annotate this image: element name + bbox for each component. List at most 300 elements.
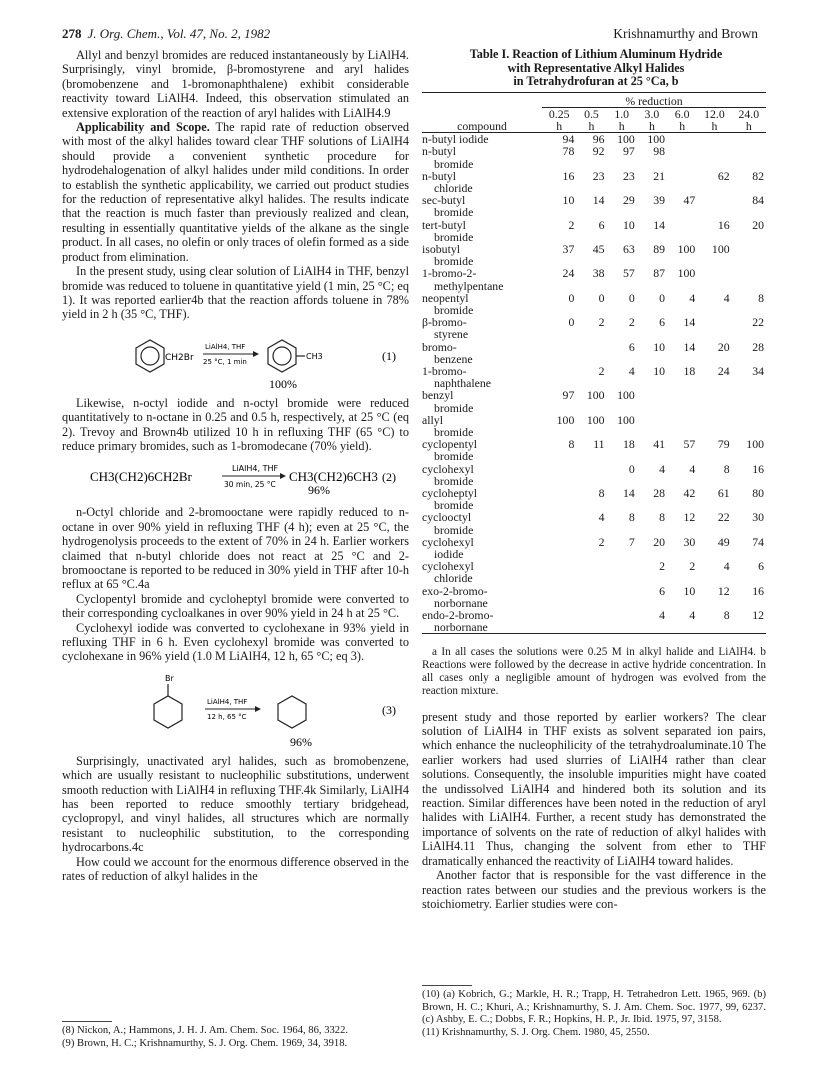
value-cell: 4: [628, 363, 635, 378]
value-cell: [667, 170, 697, 194]
table-row: [422, 292, 766, 316]
value-cell: 2: [689, 559, 696, 574]
left-footnotes: [62, 1021, 409, 1050]
value-cell: 97: [562, 388, 575, 403]
value-cell: 4: [689, 290, 696, 305]
compound-cell: [422, 341, 542, 365]
table-caption-line: in Tetrahydrofuran at 25 °Ca, b: [513, 74, 679, 88]
value-cell: [607, 609, 637, 634]
eq1-product: CH3: [306, 351, 323, 361]
value-cell: 42: [683, 486, 696, 500]
table-row: [422, 243, 766, 267]
value-cell: 2: [659, 559, 666, 574]
value-cell: 12: [683, 510, 696, 525]
value-cell: [542, 511, 576, 535]
left-column: [62, 48, 409, 883]
value-cell: 29: [623, 193, 635, 208]
compound-name: 1-bromo-: [422, 363, 467, 378]
value-cell: 16: [752, 583, 764, 598]
table-caption: [422, 48, 766, 89]
table-row: [422, 219, 766, 243]
eq2-yield: 96%: [308, 483, 330, 498]
value-cell: 100: [677, 266, 696, 281]
unit-header: h: [556, 118, 563, 133]
time-header: 0.25: [542, 107, 576, 120]
paragraph: Allyl and benzyl bromides are reduced instantaneously by LiAlH4. Surprisingly, vinyl bromide, β-bromostyrene and aryl halides (bromobenzene and 1-bromonaphthalene) exhibit considerable reactivity toward LiAlH4. Indeed, this observation stimulated an extensive exploration of the reaction of aryl halides with LiAlH4.9: [62, 48, 409, 120]
benzene-ring-icon: [268, 340, 305, 372]
value-cell: 100: [746, 437, 764, 452]
footnote: (10) (a) Kobrich, G.; Markle, H. R.; Trapp, H. Tetrahedron Lett. 1965, 969. (b) Brown, H. C.; Khuri, A.; Krishnamurthy, S. J. Am. Chem. Soc. 1977, 99, 6237. (c) Ashby, E. C.; Dobbs, F. R.; Hopkins, H. P., Jr. Ibid. 1975, 97, 3158.: [422, 989, 766, 1026]
value-cell: [607, 585, 637, 609]
unit-header: h: [711, 118, 718, 133]
value-cell: 100: [617, 412, 635, 427]
compound-name-cont: bromide: [434, 254, 474, 269]
value-cell: 6: [659, 315, 666, 330]
value-cell: 16: [717, 217, 730, 232]
eq1-substituent: CH2Br: [165, 352, 194, 363]
compound-cell: [422, 463, 542, 487]
value-cell: [542, 463, 576, 487]
value-cell: 94: [562, 132, 575, 147]
right-footnotes: [422, 985, 766, 1039]
table-row: [422, 585, 766, 609]
value-cell: [542, 585, 576, 609]
table-row: [422, 536, 766, 560]
compound-name-cont: bromide: [434, 449, 474, 464]
compound-name-cont: benzene: [434, 351, 473, 366]
compound-name: benzyl: [422, 388, 454, 403]
benzene-ring-icon: [136, 340, 164, 372]
value-cell: 20: [752, 217, 764, 232]
compound-header: compound: [457, 118, 507, 133]
value-cell: 24: [717, 363, 730, 378]
value-cell: 57: [683, 437, 696, 452]
value-cell: 100: [677, 241, 696, 256]
equation-2-scheme: [62, 459, 409, 499]
value-cell: [732, 414, 766, 438]
value-cell: [637, 389, 667, 413]
value-cell: 79: [717, 437, 730, 452]
value-cell: [576, 341, 606, 365]
value-cell: [667, 133, 697, 146]
time-header: 6.0: [667, 107, 697, 120]
value-cell: 38: [592, 266, 605, 281]
value-cell: 4: [723, 290, 730, 305]
value-cell: 6: [628, 339, 635, 354]
eq3-reagent-top: LiAlH4, THF: [207, 697, 248, 706]
compound-name-cont: norbornane: [434, 620, 488, 635]
table-unit-header-row: [422, 120, 766, 133]
eq2-reactant: CH3(CH2)6CH2Br: [90, 469, 192, 485]
value-cell: 62: [717, 168, 730, 183]
compound-cell: [422, 438, 542, 462]
value-cell: 14: [592, 193, 605, 208]
value-cell: 23: [623, 168, 635, 183]
value-cell: [732, 389, 766, 413]
value-cell: 0: [568, 290, 575, 305]
value-cell: 6: [758, 559, 764, 574]
compound-name-cont: norbornane: [434, 595, 488, 610]
compound-name-cont: bromide: [434, 522, 474, 537]
eq1-reagent-top: LiAlH4, THF: [205, 342, 246, 351]
value-cell: 0: [568, 315, 575, 330]
compound-name-cont: bromide: [434, 156, 474, 171]
value-cell: 2: [568, 217, 575, 232]
value-cell: 10: [562, 193, 575, 208]
value-cell: 100: [617, 388, 635, 403]
value-cell: 100: [556, 412, 575, 427]
value-cell: 100: [586, 412, 605, 427]
value-cell: 4: [598, 510, 605, 525]
value-cell: 78: [562, 144, 575, 159]
value-cell: 6: [598, 217, 605, 232]
value-cell: 2: [628, 315, 635, 330]
value-cell: 8: [628, 510, 635, 525]
value-cell: 4: [659, 608, 666, 623]
equation-2: [62, 459, 409, 499]
compound-name: endo-2-bromo-: [422, 608, 494, 623]
value-cell: 97: [623, 144, 635, 159]
compound-name: tert-butyl: [422, 217, 466, 232]
eq3-number: (3): [382, 702, 396, 717]
compound-name: exo-2-bromo-: [422, 583, 488, 598]
footnote: (9) Brown, H. C.; Krishnamurthy, S. J. Org. Chem. 1969, 34, 3918.: [62, 1037, 348, 1049]
compound-cell: [422, 194, 542, 218]
compound-name-cont: chloride: [434, 180, 473, 195]
value-cell: [697, 316, 731, 340]
value-cell: 49: [717, 534, 730, 549]
compound-name: cyclooctyl: [422, 510, 472, 525]
compound-name-cont: naphthalene: [434, 376, 491, 391]
compound-name: β-bromo-: [422, 315, 467, 330]
value-cell: 0: [628, 290, 635, 305]
equation-1: [62, 328, 409, 390]
compound-name: cyclohexyl: [422, 559, 474, 574]
value-cell: 87: [653, 266, 666, 281]
value-cell: [576, 560, 606, 584]
value-cell: 8: [568, 437, 575, 452]
value-cell: [697, 194, 731, 218]
compound-cell: [422, 585, 542, 609]
table-row: [422, 463, 766, 487]
eq2-number: (2): [382, 470, 396, 485]
value-cell: 14: [623, 486, 635, 500]
table-row: [422, 194, 766, 218]
compound-cell: [422, 292, 542, 316]
value-cell: 0: [628, 461, 635, 476]
paragraph: Cyclohexyl iodide was converted to cyclohexane in 93% yield in refluxing THF in 6 h. Even cyclohexyl bromide was converted to cyclohexane in 96% yield (1.0 M LiAlH4, 12 h, 65 °C; eq 3).: [62, 620, 409, 664]
value-cell: 12: [752, 608, 764, 623]
table-footnote: a In all cases the solutions were 0.25 M in alkyl halide and LiAlH4. b Reactions were followed by the decrease in active hydride concentration. In all cases only a negligible amount of hydrogen was evolved from the reaction mixture.: [422, 646, 766, 697]
value-cell: [542, 536, 576, 560]
time-header: 1.0: [607, 107, 637, 120]
value-cell: [732, 267, 766, 291]
table-caption-line: with Representative Alkyl Halides: [507, 60, 685, 75]
value-cell: 98: [653, 144, 666, 159]
table-group-header: % reduction: [625, 93, 683, 108]
value-cell: 22: [717, 510, 730, 525]
value-cell: [542, 609, 576, 634]
table-time-header-row: [422, 107, 766, 120]
table-row: [422, 170, 766, 194]
paragraph: n-Octyl chloride and 2-bromooctane were rapidly reduced to n-octane in over 90% yield in refluxing THF (4 h); even at 25 °C, the hydrogenolysis proceeds to the extent of 70% in 24 h. Earlier workers claimed that n-butyl chloride does not react at 25 °C and 2-bromooctane is reported to be reduced in 30% yield in THF after 10-h reflux at 65 °C.4a: [62, 505, 409, 592]
value-cell: [637, 414, 667, 438]
table-row: [422, 365, 766, 389]
value-cell: 47: [683, 193, 696, 208]
table-1: [422, 92, 766, 635]
compound-name: cyclohexyl: [422, 534, 474, 549]
compound-name: isobutyl: [422, 241, 461, 256]
compound-name-cont: styrene: [434, 327, 469, 342]
compound-cell: [422, 219, 542, 243]
equation-3: [62, 670, 409, 748]
unit-header: h: [588, 118, 595, 133]
unit-header: h: [648, 118, 655, 133]
time-header: 3.0: [637, 107, 667, 120]
value-cell: 37: [562, 241, 575, 256]
table-row: [422, 487, 766, 511]
value-cell: 4: [689, 461, 696, 476]
table-row: [422, 341, 766, 365]
table-row: [422, 560, 766, 584]
footnote: (11) Krishnamurthy, S. J. Org. Chem. 1980, 45, 2550.: [422, 1026, 650, 1038]
eq3-yield: 96%: [290, 734, 312, 748]
compound-name-cont: bromide: [434, 205, 474, 220]
compound-name: n-butyl: [422, 168, 457, 183]
value-cell: 21: [653, 168, 666, 183]
table-row: [422, 609, 766, 634]
value-cell: [542, 560, 576, 584]
value-cell: 10: [653, 363, 666, 378]
value-cell: [732, 243, 766, 267]
compound-name-cont: bromide: [434, 473, 474, 488]
time-header: 24.0: [732, 107, 766, 120]
table-row: [422, 267, 766, 291]
value-cell: 18: [623, 437, 635, 452]
compound-name: cyclohexyl: [422, 461, 474, 476]
eq1-yield: 100%: [269, 376, 297, 390]
value-cell: 28: [752, 339, 764, 354]
paragraph: Surprisingly, unactivated aryl halides, such as bromobenzene, which are usually resistant to nucleophilic substitutions, underwent smooth reduction with LiAlH4 in refluxing THF.4k Similarly, LiAlH4 has been reported to reduce smoothly tertiary bridgehead, cyclopropyl, and vinyl halides, all structures which are normally resistant to nucleophilic substitution, to the corresponding hydrocarbons.4c: [62, 753, 409, 855]
table-row: [422, 389, 766, 413]
compound-name: 1-bromo-2-: [422, 266, 477, 281]
value-cell: 23: [592, 168, 605, 183]
value-cell: 41: [653, 437, 666, 452]
footnote: (8) Nickon, A.; Hammons, J. H. J. Am. Chem. Soc. 1964, 86, 3322.: [62, 1025, 349, 1036]
value-cell: 4: [689, 608, 696, 623]
compound-name-cont: bromide: [434, 400, 474, 415]
value-cell: 8: [598, 486, 605, 500]
compound-cell: [422, 316, 542, 340]
paragraph: [62, 120, 409, 264]
value-cell: [576, 585, 606, 609]
journal-citation: J. Org. Chem., Vol. 47, No. 2, 1982: [87, 26, 271, 41]
value-cell: 8: [758, 290, 764, 305]
value-cell: 8: [723, 461, 730, 476]
value-cell: 82: [752, 168, 764, 183]
value-cell: 2: [598, 363, 605, 378]
paragraph: present study and those reported by earlier workers? The clear solution of LiAlH4 in THF exists as solvent separated ion pairs, which enhance the nucleophilicity of the tetrahydroaluminate.10 The earlier workers had used slurries of LiAlH4 rather than clear solutions. Consequently, the insoluble impurities might have coated the undissolved LiAlH4 and hindered both its solution and its reaction. Similar differences have been noted in the reduction of aryl halides with LiAlH4. Further, a recent study has demonstrated the importance of solvents on the rate of reduction of alkyl halides with LiAlH4.11 Thus, changing the solvent from ether to THF dramatically enhanced the reactivity of LiAlH4 toward halides.: [422, 709, 766, 868]
compound-name: n-butyl iodide: [422, 132, 489, 147]
value-cell: [607, 560, 637, 584]
compound-name-cont: bromide: [434, 424, 474, 439]
value-cell: 100: [711, 241, 730, 256]
value-cell: 4: [659, 461, 666, 476]
compound-name: neopentyl: [422, 290, 469, 305]
compound-name-cont: chloride: [434, 571, 473, 586]
value-cell: 14: [683, 339, 696, 354]
value-cell: 14: [683, 315, 696, 330]
compound-name: cycloheptyl: [422, 486, 478, 500]
compound-name: allyl: [422, 412, 443, 427]
value-cell: 18: [683, 363, 696, 378]
value-cell: [576, 609, 606, 634]
compound-cell: [422, 487, 542, 511]
eq2-reagent-top: LiAlH4, THF: [232, 464, 279, 474]
value-cell: 2: [598, 315, 605, 330]
paragraph: Another factor that is responsible for the vast difference in the reaction rates between our studies and the previous workers is the stoichiometry. Earlier studies were con-: [422, 868, 766, 911]
value-cell: 80: [752, 486, 764, 500]
value-cell: [667, 414, 697, 438]
value-cell: 100: [647, 132, 666, 147]
paragraph: In the present study, using clear solution of LiAlH4 in THF, benzyl bromide was reduced to toluene in quantitative yield (1 min, 25 °C; eq 1). It was reported earlier4b that the reaction affords toluene in 78% yield in 2 h (35 °C, THF).: [62, 264, 409, 322]
value-cell: 28: [653, 486, 666, 500]
compound-name-cont: bromide: [434, 302, 474, 317]
value-cell: 22: [752, 315, 764, 330]
value-cell: [542, 365, 576, 389]
compound-cell: [422, 414, 542, 438]
eq2-reagent-bottom: 30 min, 25 °C: [224, 480, 276, 490]
table-row: [422, 145, 766, 169]
value-cell: [697, 145, 731, 169]
table-row: [422, 511, 766, 535]
table-footnote-block: [422, 646, 766, 697]
value-cell: 57: [623, 266, 635, 281]
paragraph-text: The rapid rate of reduction observed with most of the alkyl halides toward clear THF solutions of LiAlH4 should provide a convenient synthetic procedure for hydrodehalogenation of alkyl halides under mild conditions. In order to establish the synthetic applicability, we carried out product studies for the reduction of representative alkyl halides. The results indicate that the reaction is much faster than previously realized and clean, resulting in essentially quantitative yields of the alkane as the single product. In all cases, no olefin or only traces of olefin formed as a side product from elimination.: [62, 120, 409, 264]
value-cell: [697, 414, 731, 438]
value-cell: 24: [562, 266, 575, 281]
value-cell: 63: [623, 241, 635, 256]
table-row: [422, 316, 766, 340]
value-cell: 16: [752, 461, 764, 476]
compound-name-cont: bromide: [434, 498, 474, 513]
value-cell: [697, 389, 731, 413]
footnote-divider: [62, 1021, 112, 1022]
eq1-reagent-bottom: 25 °C, 1 min: [203, 357, 247, 366]
eq3-reagent-bottom: 12 h, 65 °C: [207, 712, 247, 721]
value-cell: 89: [653, 241, 666, 256]
value-cell: 0: [659, 290, 666, 305]
compound-name: n-butyl: [422, 144, 457, 159]
value-cell: 100: [586, 388, 605, 403]
footnote-divider: [422, 985, 472, 986]
value-cell: 30: [752, 510, 764, 525]
value-cell: 84: [752, 193, 764, 208]
value-cell: 14: [653, 217, 666, 232]
value-cell: 45: [592, 241, 605, 256]
value-cell: [667, 389, 697, 413]
value-cell: 30: [683, 534, 696, 549]
compound-cell: [422, 536, 542, 560]
equation-3-scheme: [62, 670, 409, 748]
compound-name-cont: bromide: [434, 229, 474, 244]
unit-header: h: [745, 118, 752, 133]
value-cell: [542, 487, 576, 511]
value-cell: 34: [752, 363, 764, 378]
equation-1-scheme: [62, 328, 409, 390]
value-cell: [576, 463, 606, 487]
compound-name: bromo-: [422, 339, 457, 354]
value-cell: 12: [717, 583, 730, 598]
unit-header: h: [679, 118, 686, 133]
time-header: 0.5: [576, 107, 606, 120]
paragraph: How could we account for the enormous difference observed in the rates of reduction of alkyl halides in the: [62, 854, 409, 884]
value-cell: 6: [659, 583, 666, 598]
compound-cell: [422, 609, 542, 634]
compound-name-cont: iodide: [434, 547, 464, 562]
compound-cell: [422, 511, 542, 535]
compound-cell: [422, 170, 542, 194]
value-cell: 10: [623, 217, 635, 232]
paragraph: Cyclopentyl bromide and cycloheptyl bromide were converted to their corresponding cycloalkanes in over 90% yield in 24 h at 25 °C.: [62, 591, 409, 621]
compound-cell: [422, 560, 542, 584]
value-cell: 0: [598, 290, 605, 305]
eq2-product: CH3(CH2)6CH3: [289, 469, 378, 485]
cyclohexane-ring-icon: [154, 684, 182, 728]
value-cell: [697, 267, 731, 291]
value-cell: 2: [598, 534, 605, 549]
page-number: 278: [62, 26, 82, 41]
running-header-left: [62, 26, 270, 42]
value-cell: 16: [562, 168, 575, 183]
compound-name-cont: methylpentane: [434, 278, 504, 293]
table-body: [422, 133, 766, 634]
value-cell: [732, 133, 766, 146]
value-cell: 20: [653, 534, 666, 549]
section-title: Applicability and Scope.: [76, 120, 210, 135]
compound-cell: [422, 145, 542, 169]
value-cell: 20: [717, 339, 730, 354]
table-row: [422, 414, 766, 438]
value-cell: 7: [628, 534, 635, 549]
compound-name: cyclopentyl: [422, 437, 478, 452]
value-cell: 39: [653, 193, 666, 208]
table-caption-line: Table I. Reaction of Lithium Aluminum Hydride: [469, 47, 723, 61]
compound-cell: [422, 267, 542, 291]
value-cell: [732, 145, 766, 169]
value-cell: 8: [723, 608, 730, 623]
value-cell: 74: [752, 534, 764, 549]
value-cell: 10: [653, 339, 666, 354]
compound-cell: [422, 243, 542, 267]
value-cell: 100: [617, 132, 635, 147]
value-cell: 4: [723, 559, 730, 574]
value-cell: 61: [717, 486, 730, 500]
value-cell: [542, 341, 576, 365]
value-cell: [667, 145, 697, 169]
running-header-authors: Krishnamurthy and Brown: [613, 26, 758, 41]
value-cell: 10: [683, 583, 696, 598]
value-cell: [697, 133, 731, 146]
value-cell: 8: [659, 510, 666, 525]
right-column: [422, 48, 766, 911]
value-cell: 11: [593, 437, 605, 452]
compound-cell: [422, 365, 542, 389]
table-header-blank: [422, 92, 542, 107]
unit-header: h: [618, 118, 625, 133]
eq3-substituent: Br: [165, 673, 174, 683]
value-cell: 92: [592, 144, 605, 159]
